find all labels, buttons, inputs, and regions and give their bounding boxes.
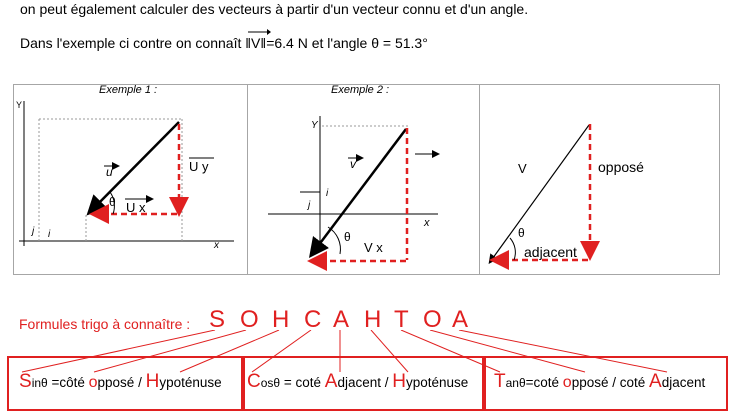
- tan-formula: Tanθ=coté opposé / coté Adjacent: [494, 371, 706, 392]
- example-3-diagram: [480, 96, 716, 272]
- vector-v-label: v: [350, 157, 356, 171]
- axis-x-label: x: [214, 240, 219, 251]
- axis-y-label: Y: [16, 100, 23, 110]
- mnemonic-letter: T: [394, 306, 409, 333]
- cos-formula-box: [241, 356, 486, 411]
- example-2-diagram: [248, 96, 478, 272]
- sin-formula-box: [7, 356, 245, 411]
- mnemonic-letter: A: [452, 306, 469, 333]
- adjacent-label: adjacent: [524, 244, 577, 260]
- axis-y-label: Y: [311, 120, 318, 131]
- sin-formula: Sinθ =côté opposé / Hypoténuse: [19, 371, 222, 392]
- theta-label: θ: [109, 195, 116, 209]
- cos-formula: Cosθ = coté Adjacent / Hypoténuse: [247, 371, 469, 392]
- mnemonic-letter: O: [423, 306, 442, 333]
- vector-norm-name: V: [251, 35, 261, 51]
- mnemonic-letter: H: [272, 306, 290, 333]
- mnemonic-letter: S: [209, 306, 226, 333]
- unit-j: j: [308, 200, 311, 211]
- intro-line-2: [20, 35, 428, 51]
- mnemonic-letter: O: [240, 306, 259, 333]
- intro-line-2-suffix: =6.4 N et l'angle θ = 51.3°: [266, 35, 428, 51]
- unit-j: j: [32, 226, 35, 237]
- mnemonic-letter: A: [333, 306, 350, 333]
- mnemonic-letter: H: [364, 306, 382, 333]
- opposite-label: opposé: [598, 159, 644, 175]
- ux-label: U x: [126, 200, 146, 215]
- unit-i: i: [326, 188, 329, 199]
- theta-label: θ: [518, 226, 525, 240]
- angle-arc: [510, 238, 515, 260]
- axis-x-label: x: [424, 217, 430, 229]
- mnemonic-letter: C: [304, 306, 322, 333]
- vector-arrow-icon: [247, 28, 271, 36]
- vector-norm: ‖V‖: [245, 35, 266, 51]
- hypotenuse-label: V: [518, 161, 527, 176]
- theta-label: θ: [344, 230, 351, 244]
- tan-formula-box: [482, 356, 728, 411]
- uy-label: U y: [189, 159, 209, 174]
- formula-title: Formules trigo à connaître :: [19, 316, 191, 332]
- unit-i: i: [48, 229, 51, 240]
- intro-line-2-prefix: Dans l'exemple ci contre on connaît: [20, 35, 246, 51]
- example-1-diagram: [14, 96, 246, 272]
- example-2-title: Exemple 2 :: [331, 84, 390, 96]
- vector-u-label: u: [106, 165, 113, 179]
- example-1-title: Exemple 1 :: [99, 84, 158, 96]
- vx-label: V x: [364, 240, 383, 255]
- intro-line-1: on peut également calculer des vecteurs à partir d'un vecteur connu et d'un angle.: [20, 1, 529, 17]
- vector-v: [490, 125, 589, 262]
